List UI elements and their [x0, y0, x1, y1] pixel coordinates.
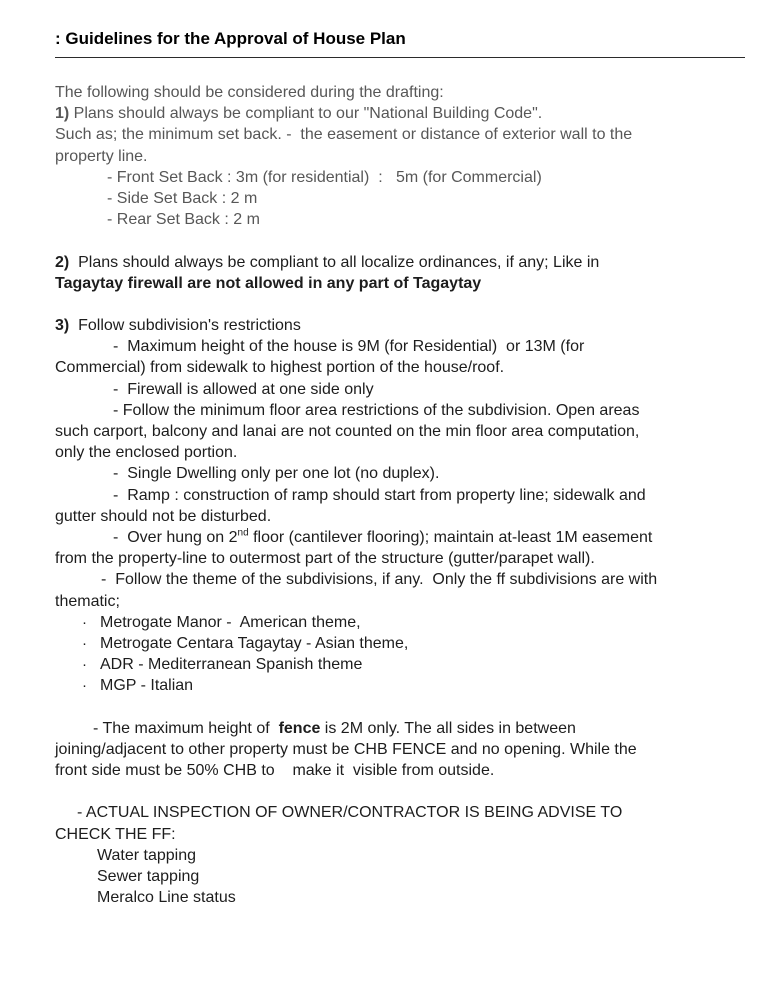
rule-2-line [55, 252, 745, 273]
inspection-line-2: CHECK THE FF: [55, 825, 176, 843]
inspection-item: Meralco Line status [97, 889, 236, 907]
overhang-line-1 [55, 527, 745, 548]
bullet-icon: · [82, 634, 87, 652]
rule-2-text: Plans should always be compliant to all localize ordinances, if any; Like in [69, 253, 600, 271]
max-height-line-1: - Maximum height of the house is 9M (for Residential) or 13M (for [113, 338, 585, 356]
spacer [55, 696, 745, 717]
rule-1-line [55, 103, 745, 124]
overhang-line-2: from the property-line to outermost part of the structure (gutter/parapet wall). [55, 550, 595, 568]
fence-text-pre: - The maximum height of [93, 719, 279, 737]
rule-3-line [55, 315, 745, 336]
theme-list-item [55, 675, 745, 696]
floor-area-line-3: only the enclosed portion. [55, 444, 238, 462]
setback-rear: - Rear Set Back : 2 m [107, 211, 260, 229]
inspection-line-1: - ACTUAL INSPECTION OF OWNER/CONTRACTOR IS BEING ADVISE TO [77, 804, 623, 822]
single-dwelling-line: - Single Dwelling only per one lot (no duplex). [113, 465, 440, 483]
spacer [55, 294, 745, 315]
rule-1-text: Plans should always be compliant to our "National Building Code". [69, 105, 543, 123]
ordinal-superscript: nd [237, 527, 249, 539]
rule-1-number: 1) [55, 105, 70, 123]
bullet-icon: · [82, 656, 87, 674]
overhang-text-pre: - Over hung on 2 [113, 528, 238, 546]
theme-item-text: ADR - Mediterranean Spanish theme [100, 656, 363, 674]
rule-3-number: 3) [55, 317, 70, 335]
overhang-text-post: floor (cantilever flooring); maintain at-least 1M easement [248, 528, 653, 546]
theme-line-1: - Follow the theme of the subdivisions, if any. Only the ff subdivisions are with [101, 571, 658, 589]
theme-list-item [55, 633, 745, 654]
bullet-icon: · [82, 677, 87, 695]
floor-area-line-2: such carport, balcony and lanai are not counted on the min floor area computation, [55, 423, 640, 440]
rule-1-detail-line-2: property line. [55, 147, 148, 165]
inspection-item: Water tapping [97, 846, 197, 864]
intro-line: The following should be considered during the drafting: [55, 84, 444, 101]
fence-text-post: is 2M only. The all sides in between [320, 719, 576, 737]
theme-list-item [55, 612, 745, 633]
max-height-line-2: Commercial) from sidewalk to highest portion of the house/roof. [55, 359, 505, 377]
setback-front: - Front Set Back : 3m (for residential) : 5m (for Commercial) [107, 168, 542, 186]
setback-side: - Side Set Back : 2 m [107, 189, 258, 207]
inspection-item: Sewer tapping [97, 867, 200, 885]
rule-3-text: Follow subdivision's restrictions [69, 317, 301, 335]
theme-item-text: Metrogate Centara Tagaytay - Asian theme, [100, 634, 409, 652]
spacer [55, 781, 745, 802]
document-body [55, 82, 745, 908]
fence-line-1 [55, 718, 745, 739]
theme-line-2: thematic; [55, 592, 120, 610]
fence-line-3: front side must be 50% CHB to make it visible from outside. [55, 762, 495, 779]
theme-item-text: Metrogate Manor - American theme, [100, 613, 361, 631]
fence-line-2: joining/adjacent to other property must be CHB FENCE and no opening. While the [55, 740, 637, 758]
theme-item-text: MGP - Italian [100, 677, 194, 695]
document-title: : Guidelines for the Approval of House Plan [55, 29, 406, 48]
ramp-line-2: gutter should not be disturbed. [55, 507, 272, 525]
theme-list-item [55, 654, 745, 675]
ramp-line-1: - Ramp : construction of ramp should start from property line; sidewalk and [113, 486, 646, 504]
fence-bold-word: fence [278, 719, 321, 737]
bullet-icon: · [82, 613, 87, 631]
document-title-block [55, 28, 745, 58]
rule-2-bold-line: Tagaytay firewall are not allowed in any part of Tagaytay [55, 274, 482, 292]
firewall-line: - Firewall is allowed at one side only [113, 380, 374, 398]
rule-1-detail-line-1: Such as; the minimum set back. - the easement or distance of exterior wall to the [55, 126, 633, 144]
spacer [55, 230, 745, 251]
floor-area-line-1: - Follow the minimum floor area restrictions of the subdivision. Open areas [113, 401, 640, 419]
rule-2-number: 2) [55, 253, 70, 271]
